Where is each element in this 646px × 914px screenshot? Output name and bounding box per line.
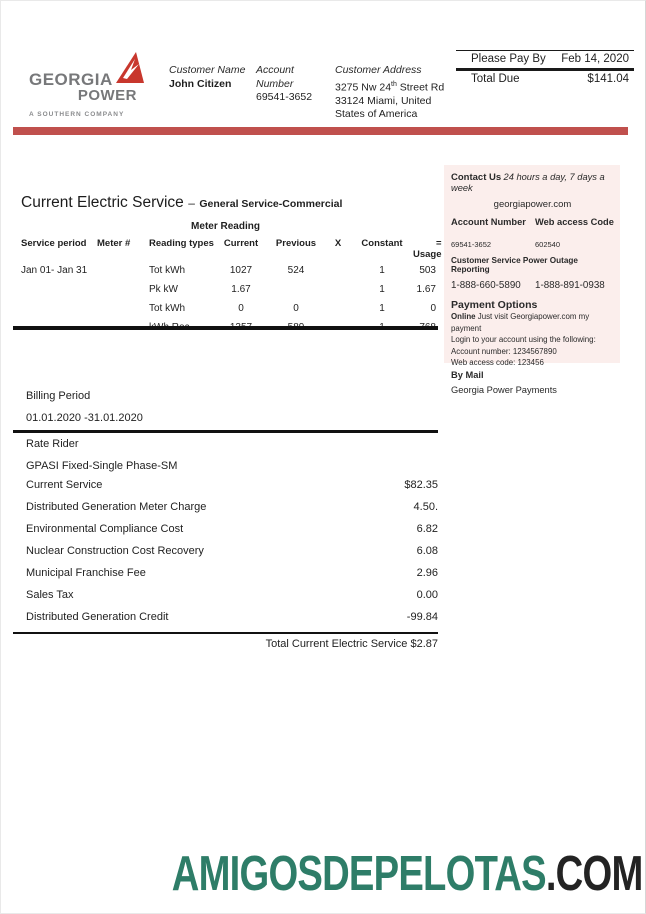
pay-by-box xyxy=(456,50,634,88)
by-mail-label: By Mail xyxy=(451,369,484,380)
list-item: Distributed Generation Credit -99.84 xyxy=(26,611,438,623)
list-item: Environmental Compliance Cost 6.82 xyxy=(26,523,438,535)
logo-text-power: POWER xyxy=(77,87,137,104)
customer-service-phone: 1-888-660-5890 xyxy=(451,280,521,291)
address-line-3: States of America xyxy=(335,108,418,120)
customer-name-label: Customer Name xyxy=(169,64,246,76)
meter-table-header: Service period Meter # Reading types Current Previous X Constant = Usage xyxy=(21,238,442,260)
sidebar-account-number-value: 69541-3652 xyxy=(451,240,492,249)
georgia-power-logo xyxy=(29,49,145,118)
customer-address-block xyxy=(335,64,455,122)
list-item: Distributed Generation Meter Charge 4.50. xyxy=(26,501,438,513)
account-number-label-2: Number xyxy=(256,77,294,90)
watermark xyxy=(172,846,643,902)
georgia-power-triangle-icon xyxy=(115,51,145,89)
total-due-label: Total Due xyxy=(471,73,520,85)
website-text: georgiapower.com xyxy=(493,199,572,210)
customer-service-outage-label: Customer Service Power Outage Reporting xyxy=(451,256,578,274)
billing-period-rule xyxy=(13,430,438,433)
total-current-electric-service: Total Current Electric Service $2.87 xyxy=(265,638,438,650)
web-access-code-value: 602540 xyxy=(535,240,561,249)
address-line-1: 3275 Nw 24th Street Rd xyxy=(335,80,445,93)
contact-payment-sidebar xyxy=(444,165,620,395)
sidebar-account-number-label: Account Number xyxy=(451,217,526,227)
header-red-divider xyxy=(13,127,628,135)
watermark-suffix: .COM xyxy=(546,847,643,901)
customer-name-block xyxy=(169,64,255,91)
list-item: Nuclear Construction Cost Recovery 6.08 xyxy=(26,545,438,557)
charges-total-rule xyxy=(13,632,438,634)
meter-reading-label: Meter Reading xyxy=(191,221,260,232)
logo-text-georgia: GEORGIA xyxy=(29,70,113,89)
rate-plan-value: GPASI Fixed-Single Phase-SM xyxy=(26,460,178,472)
account-number-value: 69541-3652 xyxy=(256,91,313,103)
list-item: Sales Tax 0.00 xyxy=(26,589,438,601)
section-title-sub: General Service-Commercial xyxy=(199,198,343,210)
address-line-2: 33124 Miami, United xyxy=(335,94,432,107)
account-number-block xyxy=(256,64,322,105)
table-row: Tot kWh 0 0 1 0 xyxy=(149,303,436,314)
section-title: Current Electric Service – General Service-Commercial xyxy=(21,194,343,211)
login-instruction: Login to your account using the following: xyxy=(451,335,596,344)
logo-tagline: A SOUTHERN COMPANY xyxy=(29,111,125,118)
list-item: Current Service $82.35 xyxy=(26,479,438,491)
web-access-code-label: Web access Code xyxy=(535,217,614,227)
rate-rider-label: Rate Rider xyxy=(26,438,79,450)
section-title-main: Current Electric Service xyxy=(21,194,184,211)
customer-address-label: Customer Address xyxy=(335,64,422,76)
by-mail-text: Georgia Power Payments xyxy=(451,384,557,395)
table-row: Jan 01- Jan 31 Tot kWh 1027 524 1 503 xyxy=(21,265,436,276)
payment-options-label: Payment Options xyxy=(451,299,538,311)
table-row: Pk kW 1.67 1 1.67 xyxy=(149,284,436,295)
list-item: Municipal Franchise Fee 2.96 xyxy=(26,567,438,579)
online-payment-line: Online Just visit Georgiapower.com my payment xyxy=(451,312,590,333)
customer-name-value: John Citizen xyxy=(169,77,232,90)
account-number-label-1: Account xyxy=(256,64,294,76)
sample-web-access-line: Web access code: 123456 xyxy=(451,358,544,367)
pay-by-label: Please Pay By xyxy=(471,53,546,65)
contact-us-line: Contact Us 24 hours a day, 7 days a week xyxy=(451,172,605,193)
pay-by-date: Feb 14, 2020 xyxy=(561,53,629,65)
outage-phone: 1-888-891-0938 xyxy=(535,280,605,291)
sample-account-number-line: Account number: 1234567890 xyxy=(451,346,557,356)
billing-period-value: 01.01.2020 -31.01.2020 xyxy=(26,412,143,424)
watermark-main: AMIGOSDEPELOTAS xyxy=(172,847,547,901)
meter-table-bottom-rule xyxy=(13,326,438,330)
charges-list xyxy=(13,479,438,633)
total-due-value: $141.04 xyxy=(587,73,629,85)
billing-period-label: Billing Period xyxy=(26,390,91,402)
